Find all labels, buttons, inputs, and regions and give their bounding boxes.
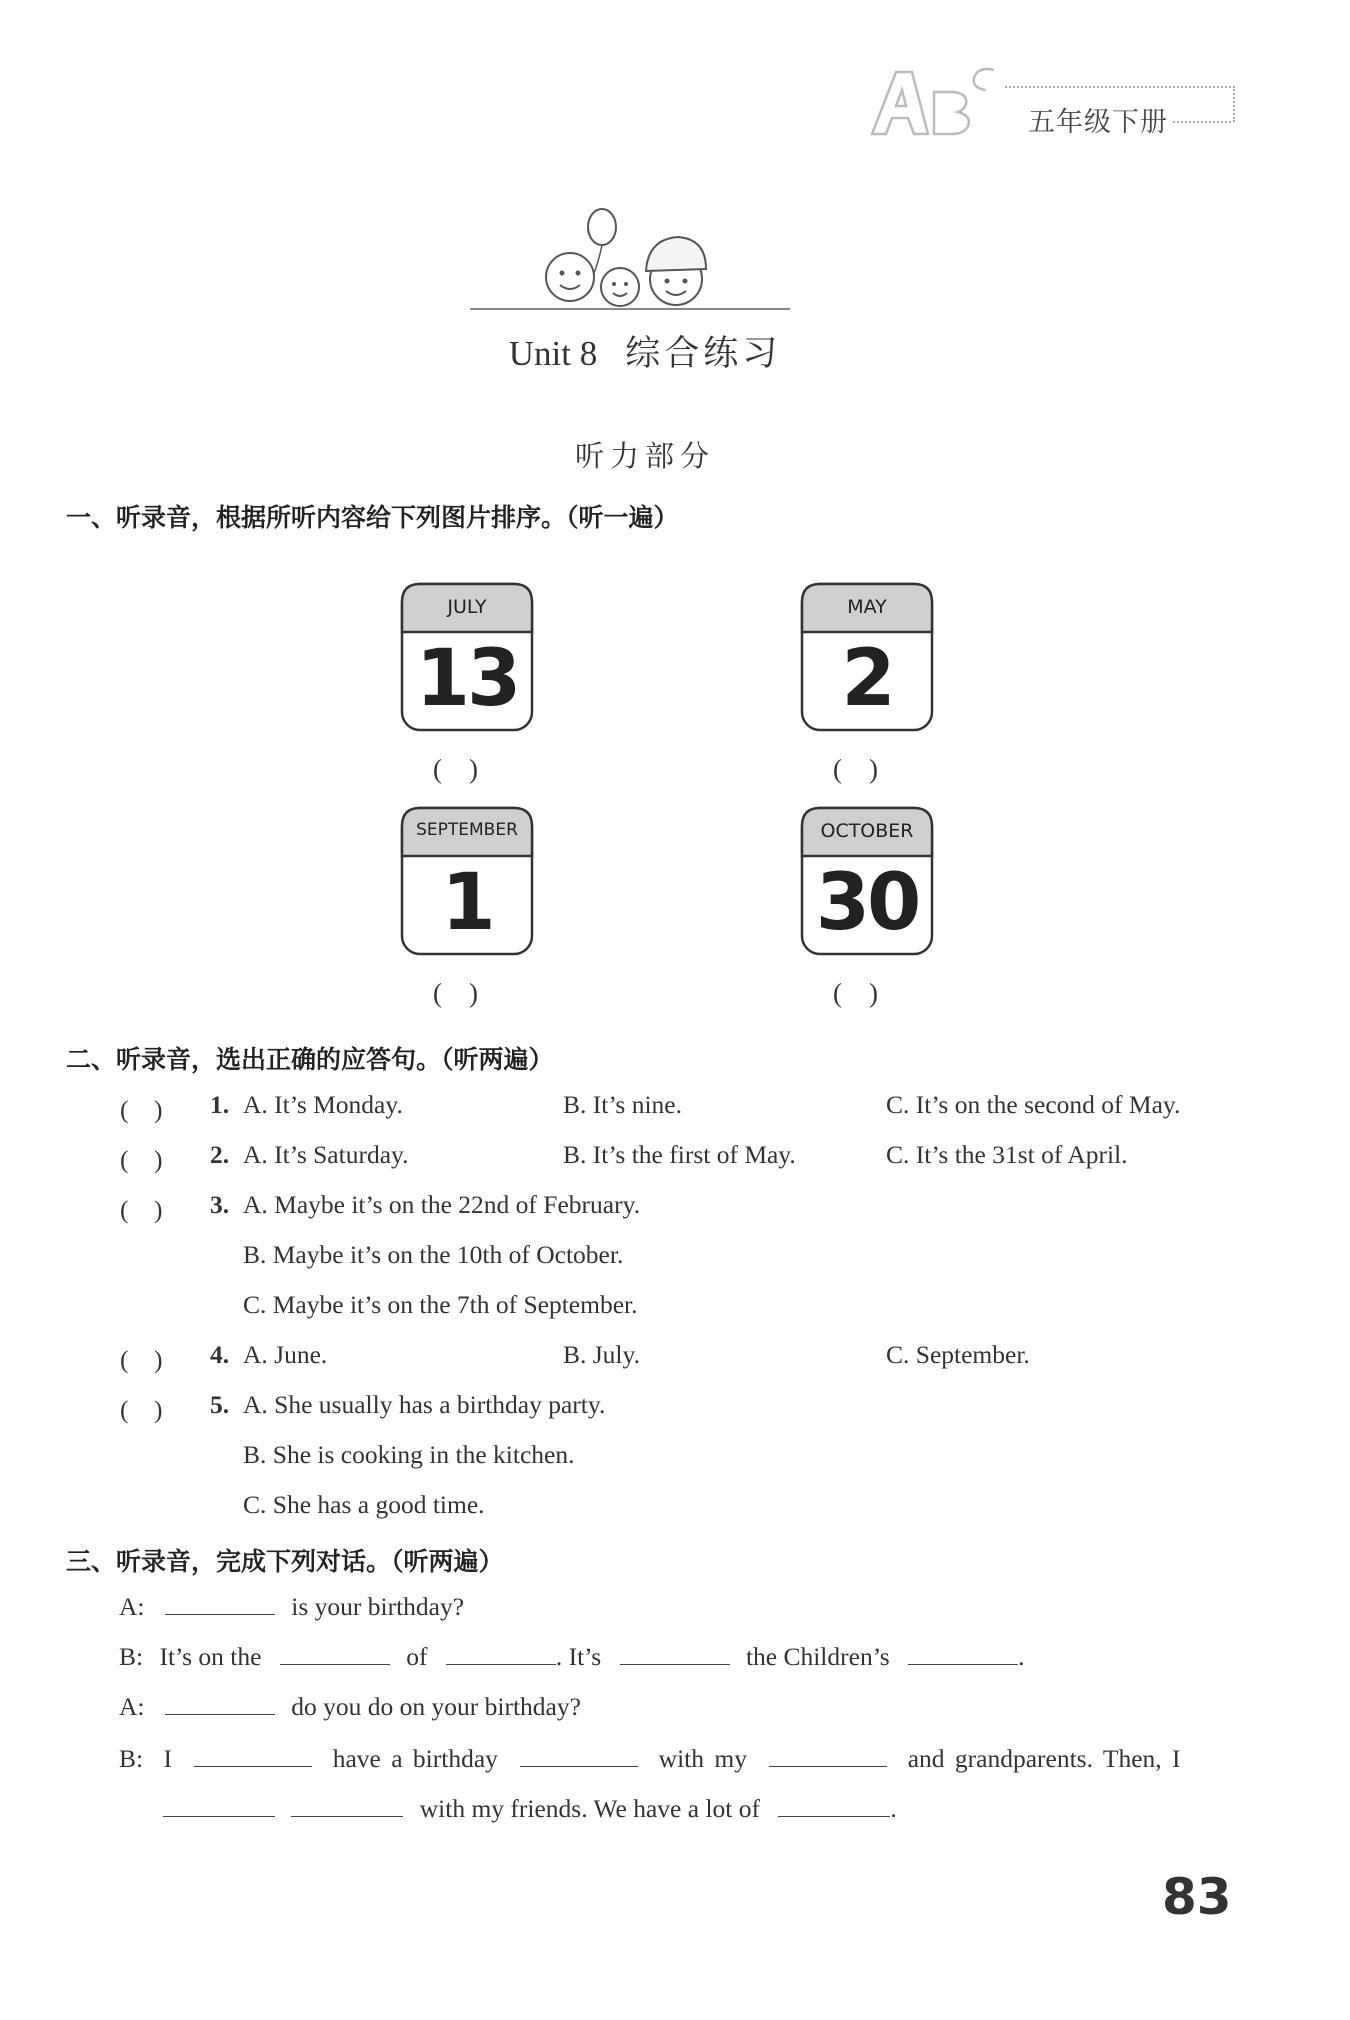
calendar-month: JULY [447, 596, 487, 618]
dialogue-line-4 [119, 1744, 1181, 1774]
question-paren[interactable]: ( ) [120, 1395, 163, 1424]
option-c: C. She has a good time. [243, 1490, 485, 1519]
option-b: B. Maybe it’s on the 10th of October. [243, 1240, 624, 1269]
question-number: 1. [210, 1090, 230, 1119]
calendar-day: 30 [815, 858, 919, 948]
question-number: 2. [210, 1140, 230, 1169]
dialogue-text: do you do on your birthday? [291, 1692, 581, 1721]
grade-label: 五年级下册 [1028, 107, 1168, 138]
blank-input[interactable] [620, 1663, 730, 1665]
question-number: 4. [210, 1340, 230, 1369]
option-a: A. June. [243, 1340, 328, 1369]
calendar-october [800, 806, 934, 956]
blank-input[interactable] [163, 1815, 275, 1817]
option-c: C. It’s the 31st of April. [886, 1140, 1128, 1169]
question-paren[interactable]: ( ) [120, 1345, 163, 1374]
dialogue-line-1 [119, 1592, 464, 1622]
calendar-july [400, 582, 534, 732]
question-paren[interactable]: ( ) [120, 1095, 163, 1124]
section2-heading: 二、听录音，选出正确的应答句。（听两遍） [66, 1045, 554, 1074]
section3-heading: 三、听录音，完成下列对话。（听两遍） [66, 1547, 504, 1576]
dialogue-text: of [406, 1642, 428, 1671]
blank-input[interactable] [291, 1815, 403, 1817]
unit-name: 综合练习 [625, 334, 782, 374]
dialogue-text: the Children’s [745, 1642, 890, 1671]
answer-paren[interactable]: ( ) [433, 754, 478, 784]
option-b: B. July. [563, 1340, 640, 1369]
dialogue-text: with my [658, 1744, 747, 1773]
blank-input[interactable] [165, 1713, 275, 1715]
dialogue-text: is your birthday? [291, 1592, 465, 1621]
dialogue-text: I [163, 1744, 172, 1773]
page-title [0, 326, 1290, 376]
dialogue-text: It’s on the [159, 1642, 262, 1671]
calendar-day: 1 [441, 858, 493, 948]
blank-input[interactable] [194, 1765, 312, 1767]
dialogue-line-3 [119, 1692, 581, 1722]
question-paren[interactable]: ( ) [120, 1195, 163, 1224]
speaker-b: B: [119, 1744, 144, 1773]
unit-label: Unit 8 [508, 334, 598, 373]
speaker-b: B: [119, 1642, 144, 1671]
blank-input[interactable] [165, 1613, 275, 1615]
question-number: 5. [210, 1390, 230, 1419]
option-b: B. It’s the first of May. [563, 1140, 796, 1169]
section1-heading: 一、听录音，根据所听内容给下列图片排序。（听一遍） [66, 503, 679, 532]
dialogue-text: have a birthday [332, 1744, 498, 1773]
option-b: B. She is cooking in the kitchen. [243, 1440, 575, 1469]
calendar-day: 13 [415, 634, 519, 724]
calendar-may [800, 582, 934, 732]
abc-logo-icon [862, 62, 1002, 142]
page-number: 83 [1162, 1868, 1232, 1926]
blank-input[interactable] [280, 1663, 390, 1665]
calendar-day: 2 [841, 634, 893, 724]
option-a: A. It’s Saturday. [243, 1140, 409, 1169]
calendar-month: OCTOBER [820, 820, 914, 842]
calendar-september [400, 806, 534, 956]
dialogue-line-5 [163, 1794, 897, 1824]
option-a: A. It’s Monday. [243, 1090, 403, 1119]
blank-input[interactable] [446, 1663, 556, 1665]
option-c: C. Maybe it’s on the 7th of September. [243, 1290, 638, 1319]
dialogue-line-2 [119, 1642, 1024, 1672]
speaker-a: A: [119, 1592, 145, 1621]
question-number: 3. [210, 1190, 230, 1219]
calendar-month: SEPTEMBER [416, 820, 518, 840]
question-paren[interactable]: ( ) [120, 1145, 163, 1174]
dialogue-text: and grandparents. Then, I [907, 1744, 1181, 1773]
blank-input[interactable] [520, 1765, 638, 1767]
option-c: C. September. [886, 1340, 1030, 1369]
dialogue-text: . [890, 1794, 897, 1823]
speaker-a: A: [119, 1692, 145, 1721]
answer-paren[interactable]: ( ) [433, 978, 478, 1008]
part-title: 听力部分 [574, 439, 715, 473]
option-a: A. Maybe it’s on the 22nd of February. [243, 1190, 641, 1219]
option-b: B. It’s nine. [563, 1090, 682, 1119]
dialogue-text: . [1018, 1642, 1025, 1671]
children-illustration-icon [470, 205, 790, 315]
answer-paren[interactable]: ( ) [833, 978, 878, 1008]
blank-input[interactable] [908, 1663, 1018, 1665]
header-dots [1173, 121, 1231, 123]
option-a: A. She usually has a birthday party. [243, 1390, 606, 1419]
dialogue-text: with my friends. We have a lot of [419, 1794, 760, 1823]
answer-paren[interactable]: ( ) [833, 754, 878, 784]
blank-input[interactable] [769, 1765, 887, 1767]
option-c: C. It’s on the second of May. [886, 1090, 1181, 1119]
calendar-month: MAY [847, 596, 887, 618]
dialogue-text: . It’s [555, 1642, 602, 1671]
blank-input[interactable] [778, 1815, 890, 1817]
